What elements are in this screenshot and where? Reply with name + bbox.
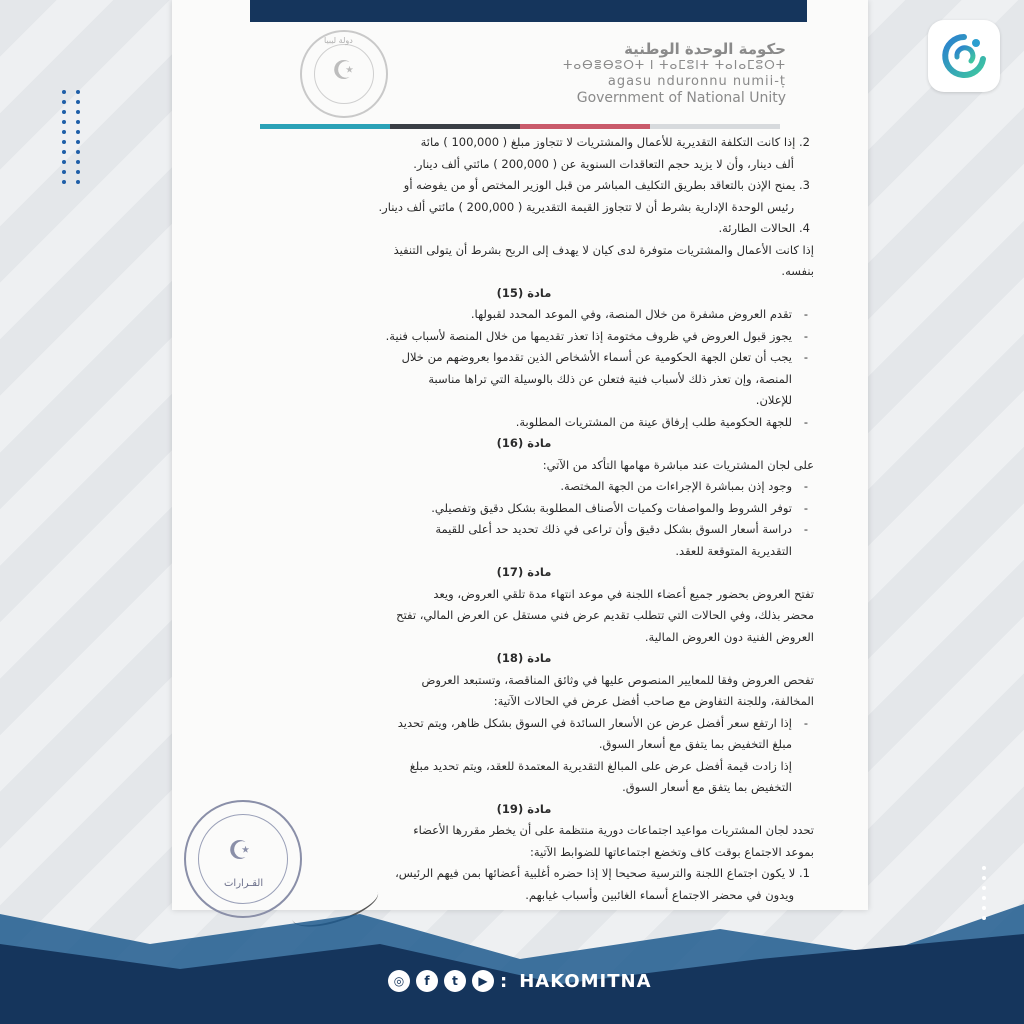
item-3-line-1: 3. يمنح الإذن بالتعاقد بطريق التكليف المباشر من قبل الوزير المختص أو من يفوضه أو [403,178,810,192]
article-15-bullet-3: - يجب أن تعلن الجهة الحكومية عن أسماء الأشخاص الذين تقدموا بعروضهم من خلال [234,347,814,369]
article-15-bullet-3-line-3: للإعلان. [755,393,792,407]
article-15-bullet-2: - يجوز قبول العروض في ظروف مختومة إذا تعذر تقديمها من خلال المنصة لأسباب فنية. [234,326,814,348]
item-2-line-1: 2. إذا كانت التكلفة التقديرية للأعمال والمشتريات لا تتجاوز مبلغ ( 100,000 ) مائة [420,135,810,149]
footer-separator: : [500,970,508,992]
footer-wave [0,874,1024,1024]
seal-text: دولة ليبيا [324,36,353,45]
gov-title-tifinagh: ⵜⴰⴱⴻⴱⵓⵔⵜ ⵏ ⵜⴰⵎⵓⵏⵜ ⵜⴰⵏⴰⵎⵓⵔⵜ [563,58,786,72]
article-15-bullet-4: - للجهة الحكومية طلب إرفاق عينة من المشتريات المطلوبة. [234,412,814,434]
youtube-icon[interactable]: ▶ [472,970,494,992]
twitter-icon[interactable]: t [444,970,466,992]
article-16-bullet-2: - توفر الشروط والمواصفات وكميات الأصناف المطلوبة بشكل دقيق وتفصيلي. [234,498,814,520]
brand-logo [928,20,1000,92]
article-16-heading: مادة (16) [496,436,552,450]
article-15-bullet-1: - تقدم العروض مشفرة من خلال المنصة، وفي الموعد المحدد لقبولها. [234,304,814,326]
article-16-bullet-3: - دراسة أسعار السوق بشكل دقيق وأن تراعى في ذلك تحديد حد أعلى للقيمة [234,519,814,541]
footer-brand: HAKOMITNA [519,970,652,992]
article-19-line-1: تحدد لجان المشتريات مواعيد اجتماعات دورية منتظمة على أن يخطر مقررها الأعضاء [413,823,814,837]
para-1-line-2: بنفسه. [781,264,814,278]
article-18-bullet-1: - إذا ارتفع سعر أفضل عرض عن الأسعار السائدة في السوق بشكل ظاهر، ويتم تحديد [234,713,814,735]
gov-title-latin: agasu nduronnu numii-ṭ [607,74,786,89]
article-18-bullet-2: إذا زادت قيمة أفضل عرض على المبالغ التقديرية المعتمدة للعقد، ويتم تحديد مبلغ [409,758,792,773]
article-18-line-1: تفحص العروض وفقا للمعايير المنصوص عليها في وثائق المناقصة، وتستبعد العروض [421,672,814,687]
brand-logo-icon [939,31,989,81]
article-17-heading: مادة (17) [496,565,552,579]
article-17-line-2: محضر بذلك، وفي الحالات التي تتطلب تقديم عرض فني مستقل عن العرض المالي، تفتح [396,608,814,622]
article-18-bullet-1-line-2: مبلغ التخفيض بما يتفق مع أسعار السوق. [598,737,792,751]
article-15-bullet-3-line-2: المنصة، وإن تعذر ذلك لأسباب فنية فتعلن عن ذلك بالوسيلة التي تراها مناسبة [428,371,792,386]
stamp-label: القـرارات [224,878,264,889]
article-19-line-2: بموعد الاجتماع بوقت كاف وتخضع اجتماعاتها للضوابط الآتية: [529,844,814,859]
dots-decoration-left-2 [76,84,80,190]
dots-decoration-right [982,860,986,926]
article-16-bullet-1: - وجود إذن بمباشرة الإجراءات من الجهة المختصة. [234,476,814,498]
item-3-line-2: رئيس الوحدة الإدارية بشرط أن لا تتجاوز القيمة التقديرية ( 200,000 ) مائتي ألف دينار. [378,199,794,214]
article-17-line-3: العروض الفنية دون العروض المالية. [644,629,814,644]
article-19-item-1-line-2: ويدون في محضر الاجتماع أسماء الغائبين وأسباب غيابهم. [525,887,794,902]
crescent-star-icon: ☪ [332,56,356,86]
social-footer [388,970,652,992]
article-17-line-1: تفتح العروض بحضور جميع أعضاء اللجنة في موعد انتهاء مدة تلقي العروض، ويعد [433,586,814,601]
letterhead [172,22,868,122]
gov-title-english: Government of National Unity [576,90,786,106]
document-body [234,132,814,906]
gov-title-arabic: حكومة الوحدة الوطنية [624,40,786,58]
state-seal [300,30,388,118]
article-19-item-1: 1. لا يكون اجتماع اللجنة والترسية صحيحا إلا إذا حضره أغلبية أعضائها بمن فيهم الرئيس، [395,866,810,880]
article-18-bullet-2-line-2: التخفيض بما يتفق مع أسعار السوق. [622,780,792,794]
item-4: 4. الحالات الطارئة. [718,221,810,235]
item-2-line-2: ألف دينار، وأن لا يزيد حجم التعاقدات السنوية عن ( 200,000 ) مائتي ألف دينار. [413,156,794,171]
top-band [250,0,807,22]
dots-decoration-left [62,84,66,190]
para-1-line-1: إذا كانت الأعمال والمشتريات متوفرة لدى كيان لا يهدف إلى الربح بشرط أن يتولى التنفيذ [393,242,814,257]
article-16-intro: على لجان المشتريات عند مباشرة مهامها التأكد من الآتي: [542,457,814,472]
article-15-heading: مادة (15) [496,285,552,300]
article-18-line-2: المخالفة، وللجنة التفاوض مع صاحب أفضل عرض في الحالات الآتية: [493,694,814,708]
instagram-icon[interactable]: ◎ [388,970,410,992]
document-page [172,0,868,910]
header-color-bar [260,124,780,129]
article-18-heading: مادة (18) [496,651,552,665]
stamp-crescent-icon: ☪ [228,836,252,866]
article-16-bullet-3-line-2: التقديرية المتوقعة للعقد. [675,543,792,558]
article-19-heading: مادة (19) [496,801,552,816]
facebook-icon[interactable]: f [416,970,438,992]
